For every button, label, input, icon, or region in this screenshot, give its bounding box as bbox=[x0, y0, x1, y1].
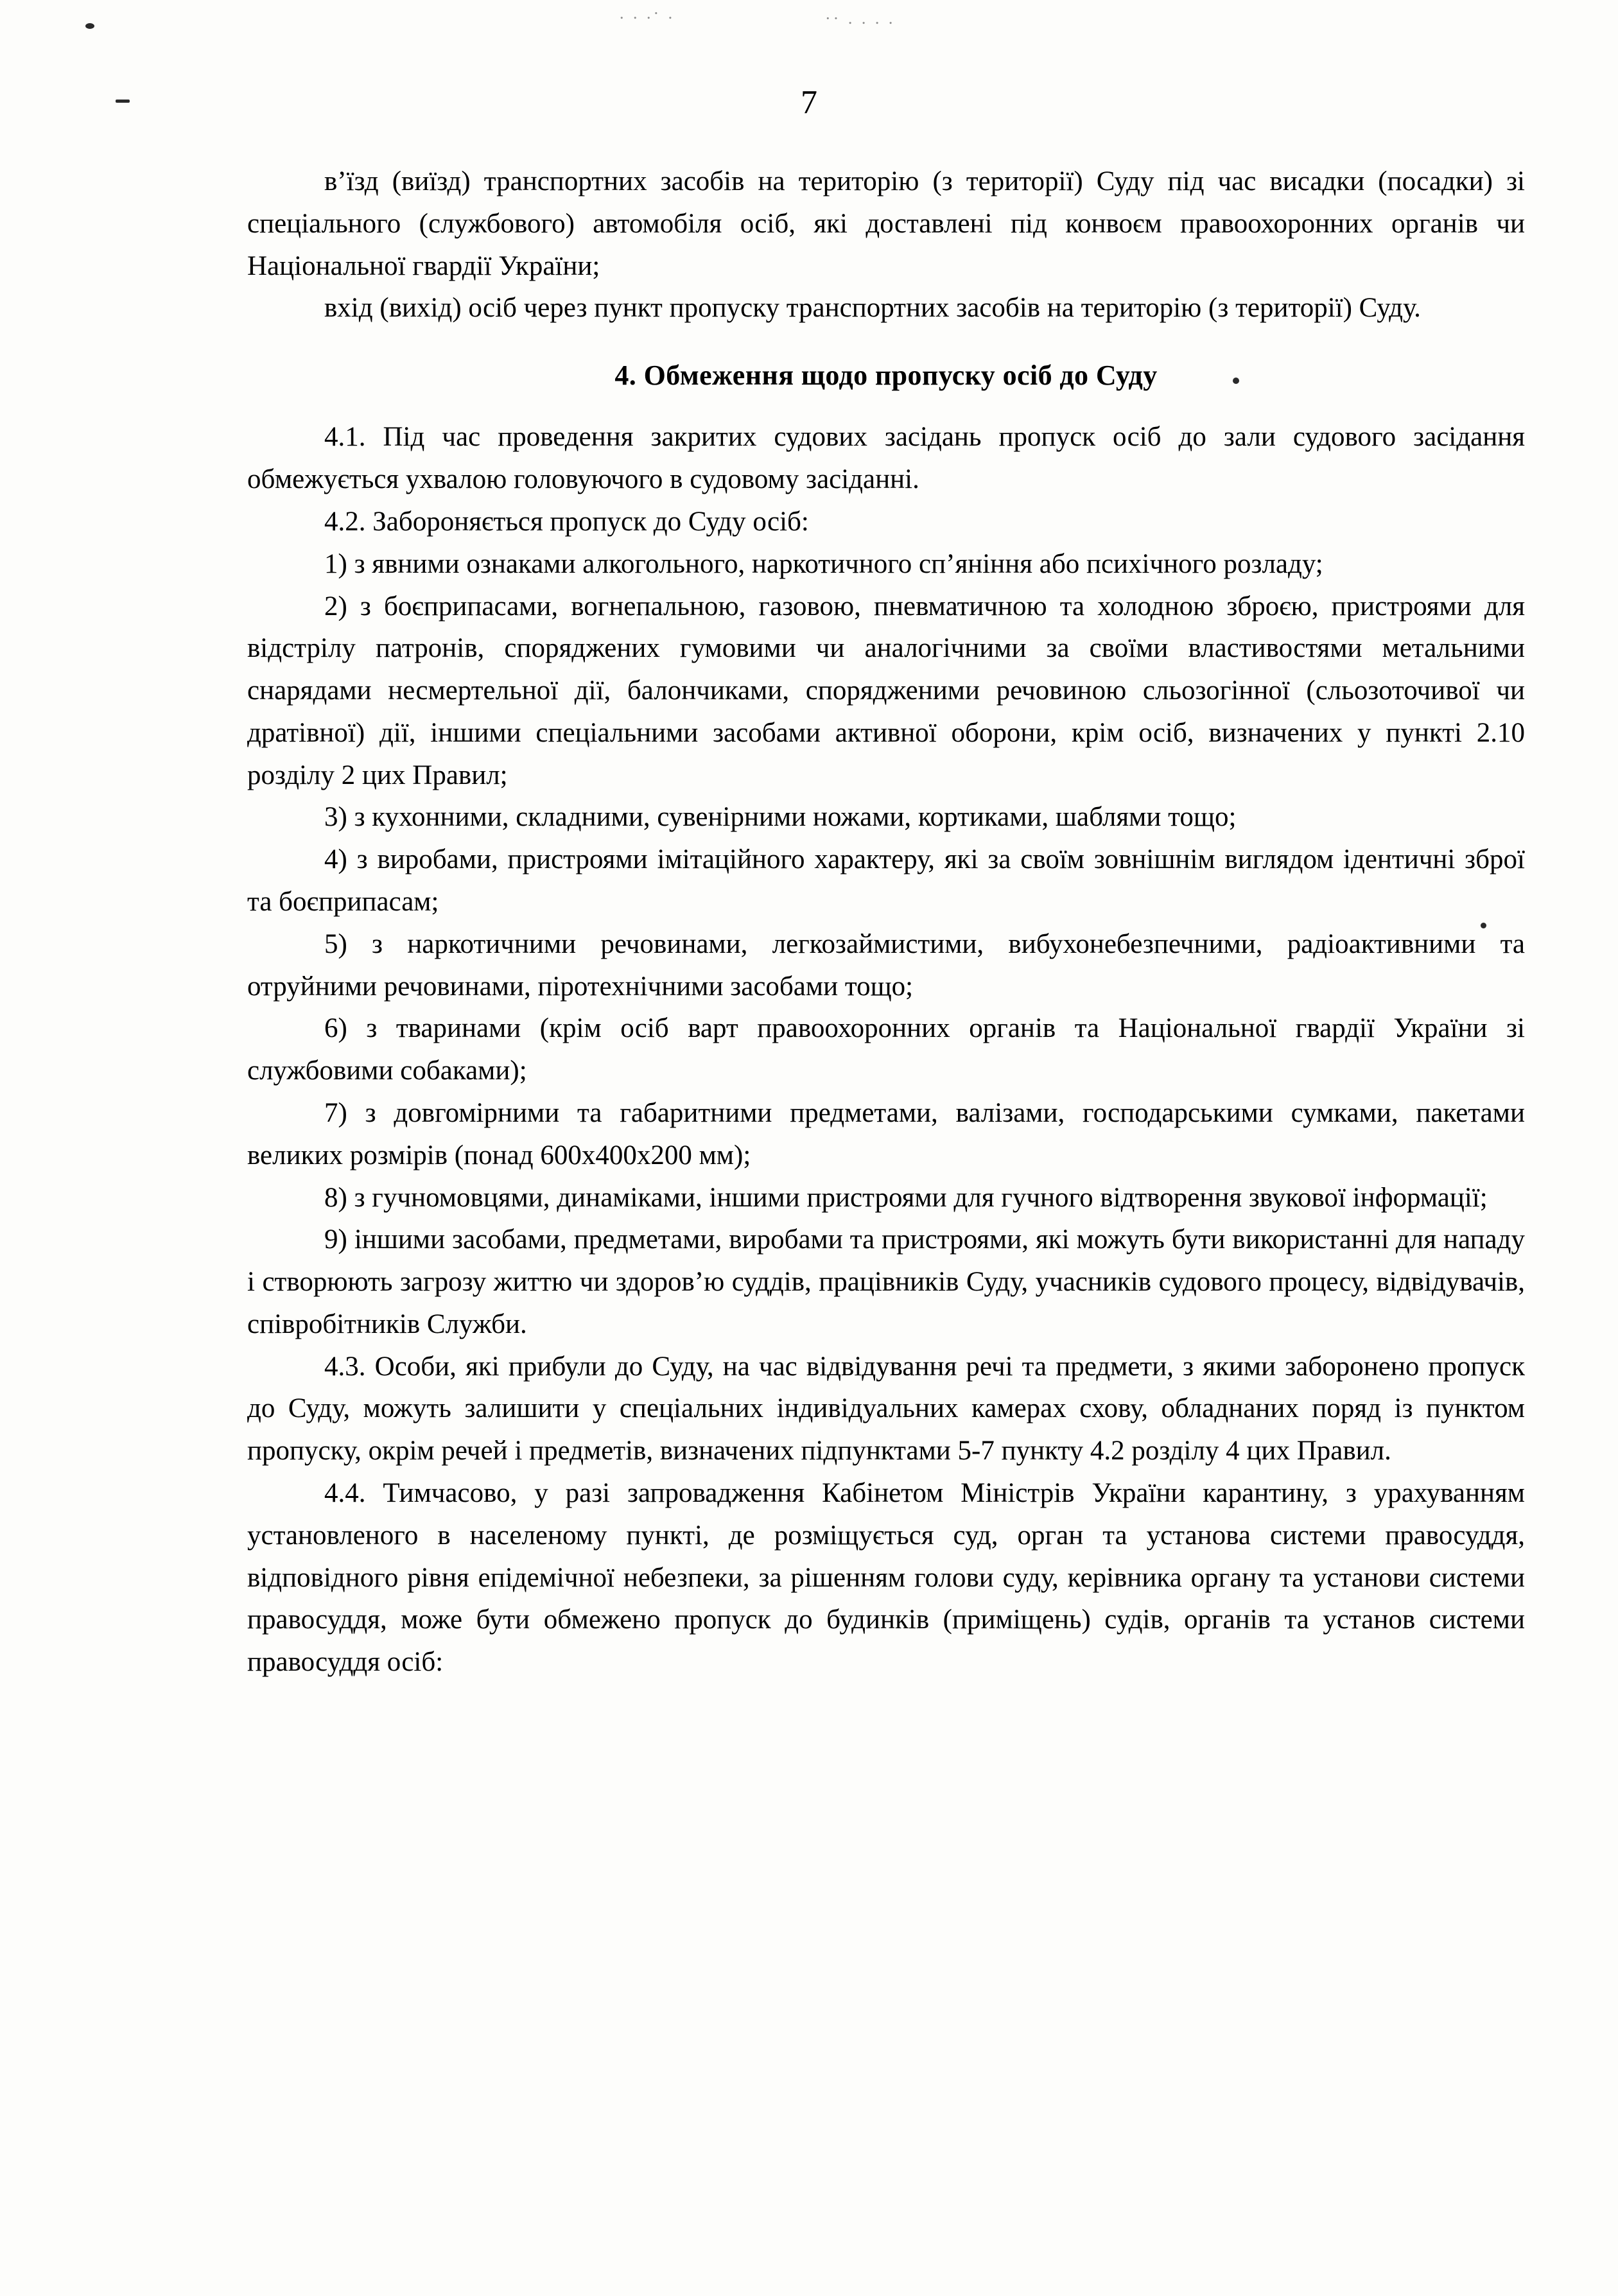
clause-4-2-item-3: 3) з кухонними, складними, сувенірними ножами, кортиками, шаблями тощо; bbox=[324, 802, 1237, 833]
document-body bbox=[247, 161, 1525, 1683]
scan-smudge-right: ·· . . . . bbox=[825, 9, 896, 28]
paragraph-intro-2: вхід (вихід) осіб через пункт пропуску транспортних засобів на територію (з території) Суду. bbox=[324, 293, 1421, 324]
clause-4-2-item-7: 7) з довгомірними та габаритними предметами, валізами, господарськими сумками, пакетами великих розмірів (понад 600х400х200 мм); bbox=[247, 1097, 1525, 1170]
clause-4-2-item-1: 1) з явними ознаками алкогольного, наркотичного сп’яніння або психічного розладу; bbox=[324, 548, 1323, 579]
clause-4-2: 4.2. Забороняється пропуск до Суду осіб: bbox=[324, 507, 809, 537]
clause-4-2-item-6: 6) з тваринами (крім осіб варт правоохоронних органів та Національної гвардії України зі службовими собаками); bbox=[247, 1013, 1525, 1086]
clause-4-4: 4.4. Тимчасово, у разі запровадження Кабінетом Міністрів України карантину, з урахуванням установленого в населеному пункті, де розміщується суд, орган та установа системи правосуддя, відповідного рівня епідемічної небезпеки, за рішенням голови суду, керівника органу та установи системи правосуддя, може бути обмежено пропуск до будинків (приміщень) судів, органів та установ системи правосуддя осіб: bbox=[247, 1477, 1525, 1678]
clause-4-2-item-9: 9) іншими засобами, предметами, виробами та пристроями, які можуть бути використанні для нападу і створюють загрозу життю чи здоров’ю суддів, працівників Суду, учасників судового процесу, відвідувачів, співробітників Служби. bbox=[247, 1224, 1525, 1339]
scan-speck-icon bbox=[85, 23, 94, 29]
clause-4-2-item-8: 8) з гучномовцями, динаміками, іншими пристроями для гучного відтворення звукової інформації; bbox=[324, 1182, 1488, 1213]
scan-smudge-left: . . .· . bbox=[620, 4, 675, 22]
clause-4-2-item-2: 2) з боєприпасами, вогнепальною, газовою, пневматичною та холодною зброєю, пристроями для відстрілу патронів, споряджених гумовими чи аналогічними за своїми властивостями метальними снарядами несмертельної дії, балончиками, спорядженими речовиною сльозогінної (сльозоточивої чи дратівної) дії, іншими спеціальними засобами активної оборони, крім осіб, визначених у пункті 2.10 розділу 2 цих Правил; bbox=[247, 591, 1525, 790]
clause-4-2-item-5: 5) з наркотичними речовинами, легкозаймистими, вибухонебезпечними, радіоактивними та отруйними речовинами, піротехнічними засобами тощо; bbox=[247, 928, 1525, 1002]
clause-4-1: 4.1. Під час проведення закритих судових засідань пропуск осіб до зали судового засідання обмежується ухвалою головуючого в судовому засіданні. bbox=[247, 422, 1525, 495]
section-heading-4: 4. Обмеження щодо пропуску осіб до Суду bbox=[614, 360, 1158, 392]
clause-4-3: 4.3. Особи, які прибули до Суду, на час відвідування речі та предмети, з якими заборонено пропуск до Суду, можуть залишити у спеціальних індивідуальних камерах схову, обладнаних поряд із пунктом пропуску, окрім речей і предметів, визначених підпунктами 5-7 пункту 4.2 розділу 4 цих Правил. bbox=[247, 1351, 1525, 1466]
paragraph-intro-1: в’їзд (виїзд) транспортних засобів на територію (з території) Суду під час висадки (посадки) зі спеціального (службового) автомобіля осіб, які доставлені під конвоєм правоохоронних органів чи Національної гвардії України; bbox=[247, 166, 1525, 281]
clause-4-2-item-4: 4) з виробами, пристроями імітаційного характеру, які за своїм зовнішнім виглядом ідентичні зброї та боєприпасам; bbox=[247, 844, 1525, 918]
page-number: 7 bbox=[801, 84, 817, 121]
